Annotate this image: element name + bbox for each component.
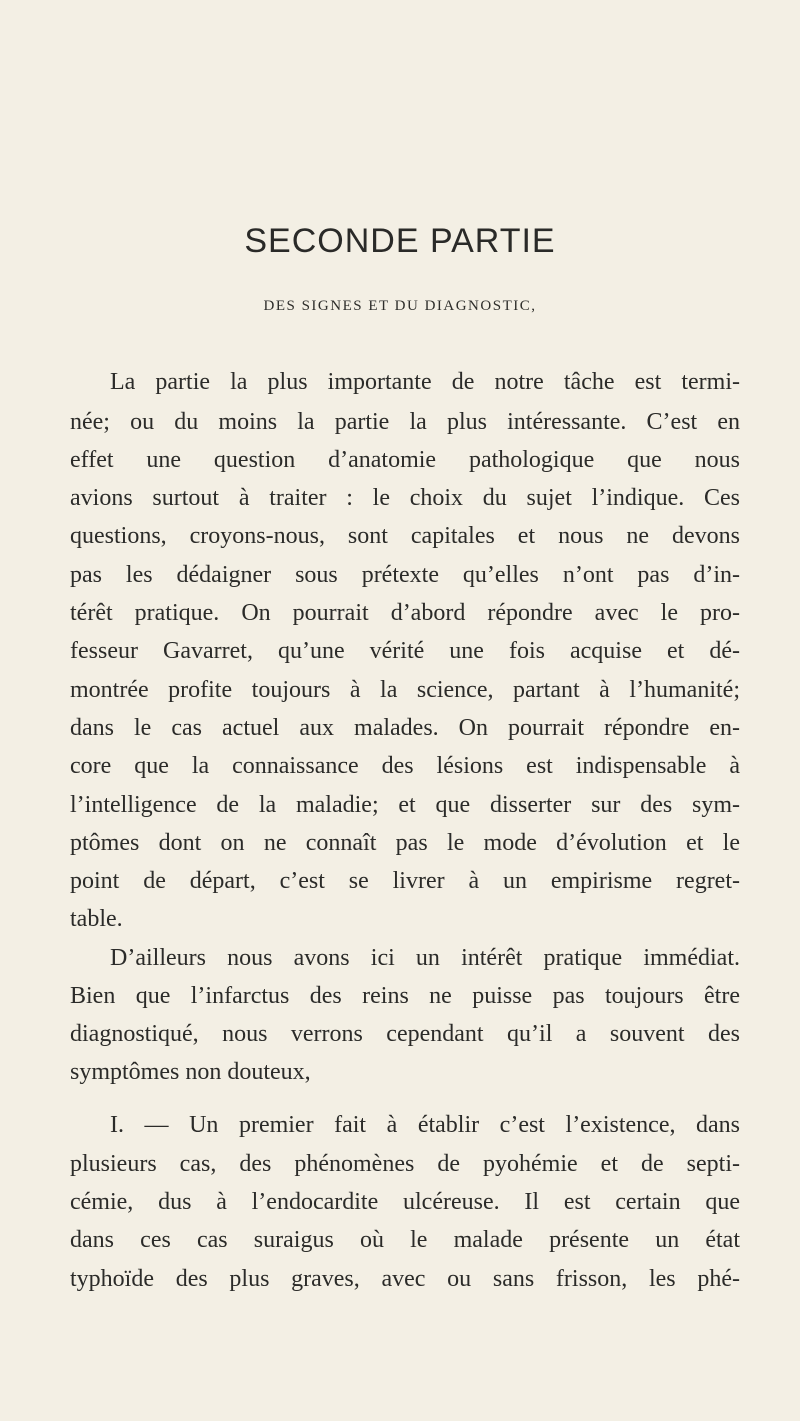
- text-line: montrée profite toujours à la science, partant à l’humanité;: [70, 677, 740, 703]
- text-line: dans le cas actuel aux malades. On pourrait répondre en-: [70, 715, 740, 741]
- text-line: effet une question d’anatomie pathologique que nous: [70, 447, 740, 473]
- text-line: dans ces cas suraigus où le malade présente un état: [70, 1227, 740, 1253]
- text-line: diagnostiqué, nous verrons cependant qu’il a souvent des: [70, 1021, 740, 1047]
- text-line: avions surtout à traiter : le choix du sujet l’indique. Ces: [70, 485, 740, 511]
- text-line: cémie, dus à l’endocardite ulcéreuse. Il est certain que: [70, 1189, 740, 1215]
- text-line: typhoïde des plus graves, avec ou sans frisson, les phé-: [70, 1266, 740, 1292]
- section-subtitle: DES SIGNES ET DU DIAGNOSTIC,: [263, 298, 537, 314]
- text-line: l’intelligence de la maladie; et que disserter sur des sym-: [70, 792, 740, 818]
- text-line: Bien que l’infarctus des reins ne puisse pas toujours être: [70, 983, 740, 1009]
- text-line: térêt pratique. On pourrait d’abord répondre avec le pro-: [70, 600, 740, 626]
- text-line: table.: [70, 906, 123, 932]
- text-line: plusieurs cas, des phénomènes de pyohémie et de septi-: [70, 1151, 740, 1177]
- text-line: ptômes dont on ne connaît pas le mode d’évolution et le: [70, 830, 740, 856]
- text-line: La partie la plus importante de notre tâche est termi-: [110, 369, 740, 395]
- text-line: I. — Un premier fait à établir c’est l’existence, dans: [110, 1112, 740, 1138]
- text-line: core que la connaissance des lésions est indispensable à: [70, 753, 740, 779]
- text-line: point de départ, c’est se livrer à un empirisme regret-: [70, 868, 740, 894]
- text-line: née; ou du moins la partie la plus intéressante. C’est en: [70, 409, 740, 435]
- text-line: pas les dédaigner sous prétexte qu’elles n’ont pas d’in-: [70, 562, 740, 588]
- text-line: fesseur Gavarret, qu’une vérité une fois acquise et dé-: [70, 638, 740, 664]
- text-line: questions, croyons-nous, sont capitales et nous ne devons: [70, 523, 740, 549]
- text-line: D’ailleurs nous avons ici un intérêt pratique immédiat.: [110, 945, 740, 971]
- section-title: SECONDE PARTIE: [244, 222, 556, 260]
- text-line: symptômes non douteux,: [70, 1059, 311, 1085]
